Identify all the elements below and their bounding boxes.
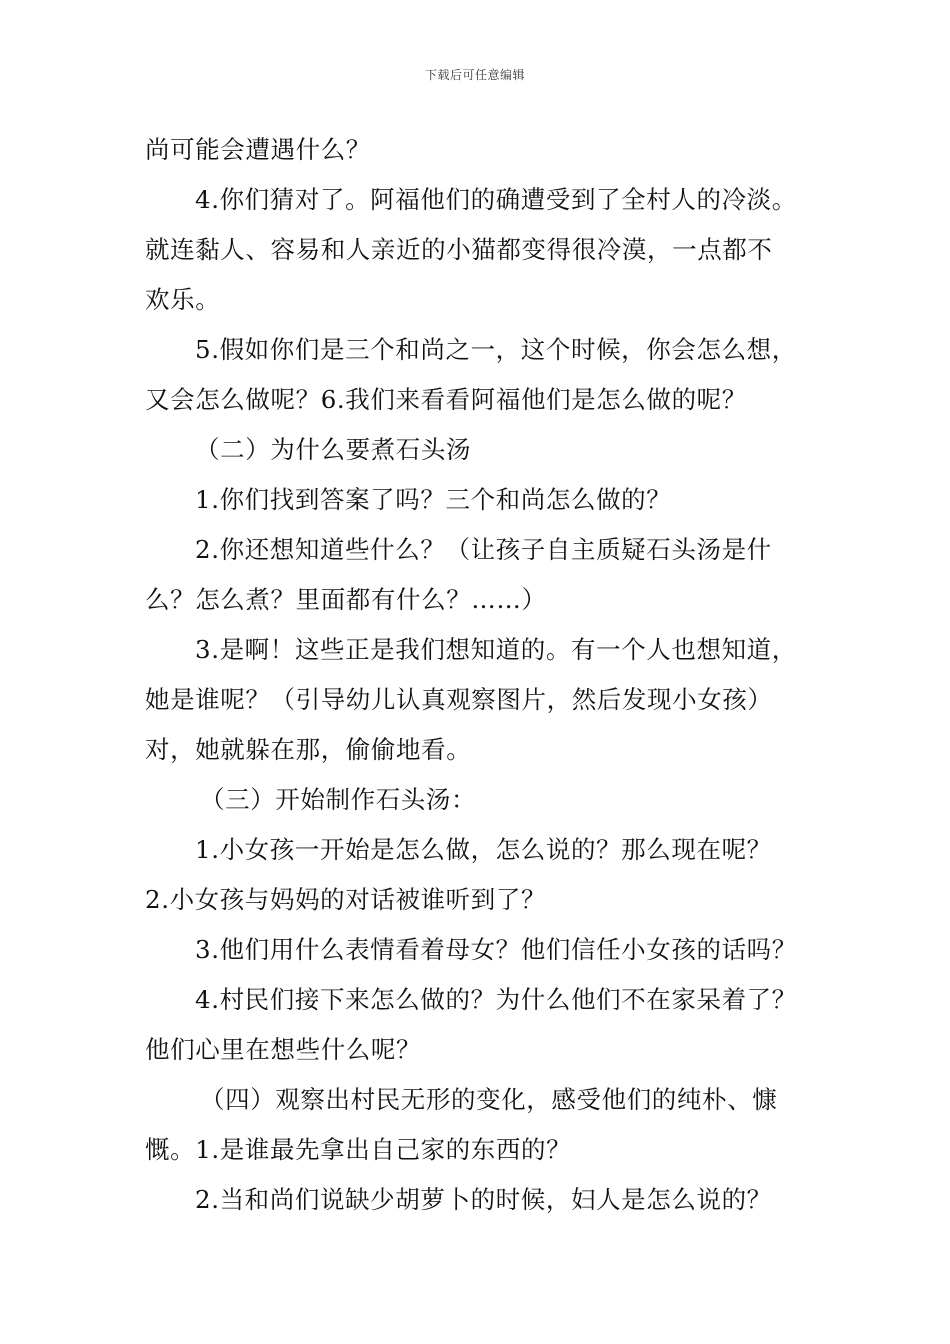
page-header: 下载后可任意编辑 — [424, 68, 525, 82]
section-heading: （三）开始制作石头汤： — [200, 785, 477, 814]
text-line: 2.当和尚们说缺少胡萝卜的时候，妇人是怎么说的？ — [195, 1185, 772, 1214]
section-heading: （四）观察出村民无形的变化，感受他们的纯朴、慷 — [200, 1085, 778, 1114]
section-heading: （二）为什么要煮石头汤 — [195, 435, 472, 464]
text-line: 4.你们猜对了。阿福他们的确遭受到了全村人的冷淡。 — [195, 185, 797, 214]
text-line: 她是谁呢？（引导幼儿认真观察图片，然后发现小女孩） — [145, 685, 773, 714]
text-line: 3.他们用什么表情看着母女？他们信任小女孩的话吗？ — [195, 935, 797, 964]
text-line: 1.小女孩一开始是怎么做，怎么说的？那么现在呢？ — [195, 835, 772, 864]
text-line: 又会怎么做呢？6.我们来看看阿福他们是怎么做的呢？ — [145, 385, 747, 414]
text-line: 尚可能会遭遇什么？ — [145, 135, 371, 164]
text-line: 2.小女孩与妈妈的对话被谁听到了？ — [145, 885, 547, 914]
text-line: 慨。1.是谁最先拿出自己家的东西的？ — [145, 1135, 572, 1164]
text-line: 4.村民们接下来怎么做的？为什么他们不在家呆着了？ — [195, 985, 797, 1014]
text-line: 5.假如你们是三个和尚之一，这个时候，你会怎么想， — [195, 335, 797, 364]
text-line: 对，她就躲在那，偷偷地看。 — [145, 735, 472, 764]
text-line: 他们心里在想些什么呢？ — [145, 1035, 422, 1064]
text-line: 2.你还想知道些什么？（让孩子自主质疑石头汤是什 — [195, 535, 772, 564]
text-line: 就连黏人、容易和人亲近的小猫都变得很冷漠，一点都不 — [145, 235, 773, 264]
text-line: 欢乐。 — [145, 285, 221, 314]
text-line: 1.你们找到答案了吗？三个和尚怎么做的？ — [195, 485, 672, 514]
text-line: 3.是啊！这些正是我们想知道的。有一个人也想知道， — [195, 635, 797, 664]
text-line: 么？怎么煮？里面都有什么？……） — [145, 585, 547, 614]
